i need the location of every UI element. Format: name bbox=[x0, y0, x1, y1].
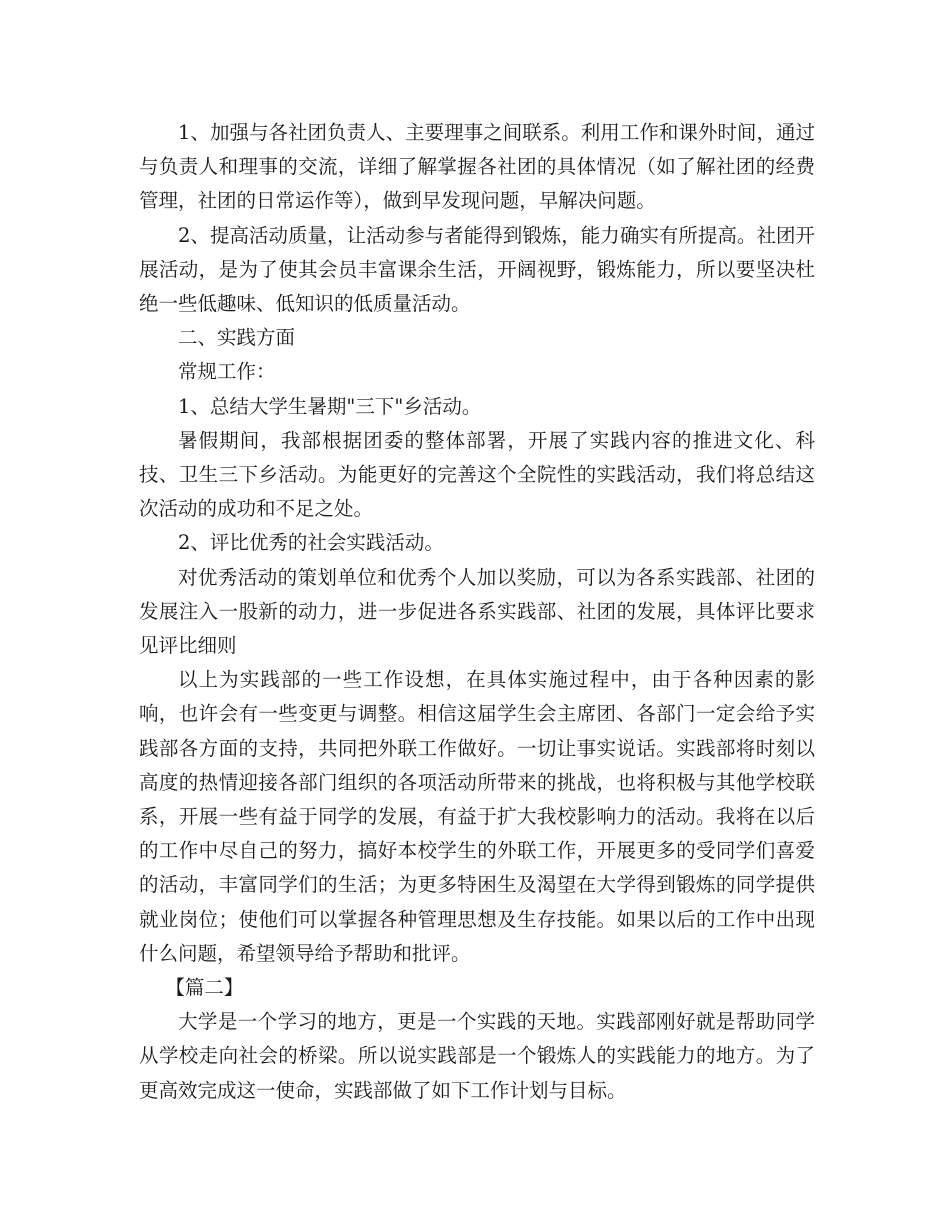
subheading-routine-work: 常规工作： bbox=[178, 360, 276, 384]
paragraph-university-intro: 大学是一个学习的地方，更是一个实践的天地。实践部刚好就是帮助同学从学校走向社会的桥梁。所以说实践部是一个锻炼人的实践能力的地方。为了更高效完成这一使命，实践部做了如下工作计划与目标。 bbox=[139, 1010, 815, 1102]
paragraph-rewards: 对优秀活动的策划单位和优秀个人加以奖励，可以为各系实践部、社团的发展注入一股新的动力，进一步促进各系实践部、社团的发展，具体评比要求见评比细则 bbox=[139, 565, 815, 658]
paragraph-improve-quality: 2、提高活动质量，让活动参与者能得到锻炼，能力确实有所提高。社团开展活动，是为了使其会员丰富课余生活，开阔视野，锻炼能力，所以要坚决杜绝一些低趣味、低知识的低质量活动。 bbox=[139, 223, 815, 316]
section-heading-part-two: 【篇二】 bbox=[165, 976, 244, 1000]
paragraph-conclusion: 以上为实践部的一些工作设想，在具体实施过程中，由于各种因素的影响，也许会有一些变更与调整。相信这届学生会主席团、各部门一定会给予实践部各方面的支持，共同把外联工作做好。一切让事实说话。实践部将时刻以高度的热情迎接各部门组织的各项活动所带来的挑战，也将积极与其他学校联系，开展一些有益于同学的发展，有益于扩大我校影响力的活动。我将在以后的工作中尽自己的努力，搞好本校学生的外联工作，开展更多的受同学们喜爱的活动，丰富同学们的生活；为更多特困生及渴望在大学得到锻炼的同学提供就业岗位；使他们可以掌握各种管理思想及生存技能。如果以后的工作中出现什么问题，希望领导给予帮助和批评。 bbox=[139, 668, 815, 965]
paragraph-strengthen-contact: 1、加强与各社团负责人、主要理事之间联系。利用工作和课外时间，通过与负责人和理事的交流，详细了解掌握各社团的具体情况（如了解社团的经费管理，社团的日常运作等），做到早发现问题，早解决问题。 bbox=[139, 121, 815, 213]
document-body bbox=[139, 116, 815, 1108]
paragraph-summer-activity: 暑假期间，我部根据团委的整体部署，开展了实践内容的推进文化、科技、卫生三下乡活动。为能更好的完善这个全院性的实践活动，我们将总结这次活动的成功和不足之处。 bbox=[139, 428, 815, 521]
item-summarize-activity: 1、总结大学生暑期"三下"乡活动。 bbox=[178, 394, 482, 418]
section-heading-practice: 二、实践方面 bbox=[178, 326, 296, 350]
item-evaluate-activities: 2、评比优秀的社会实践活动。 bbox=[178, 531, 444, 555]
